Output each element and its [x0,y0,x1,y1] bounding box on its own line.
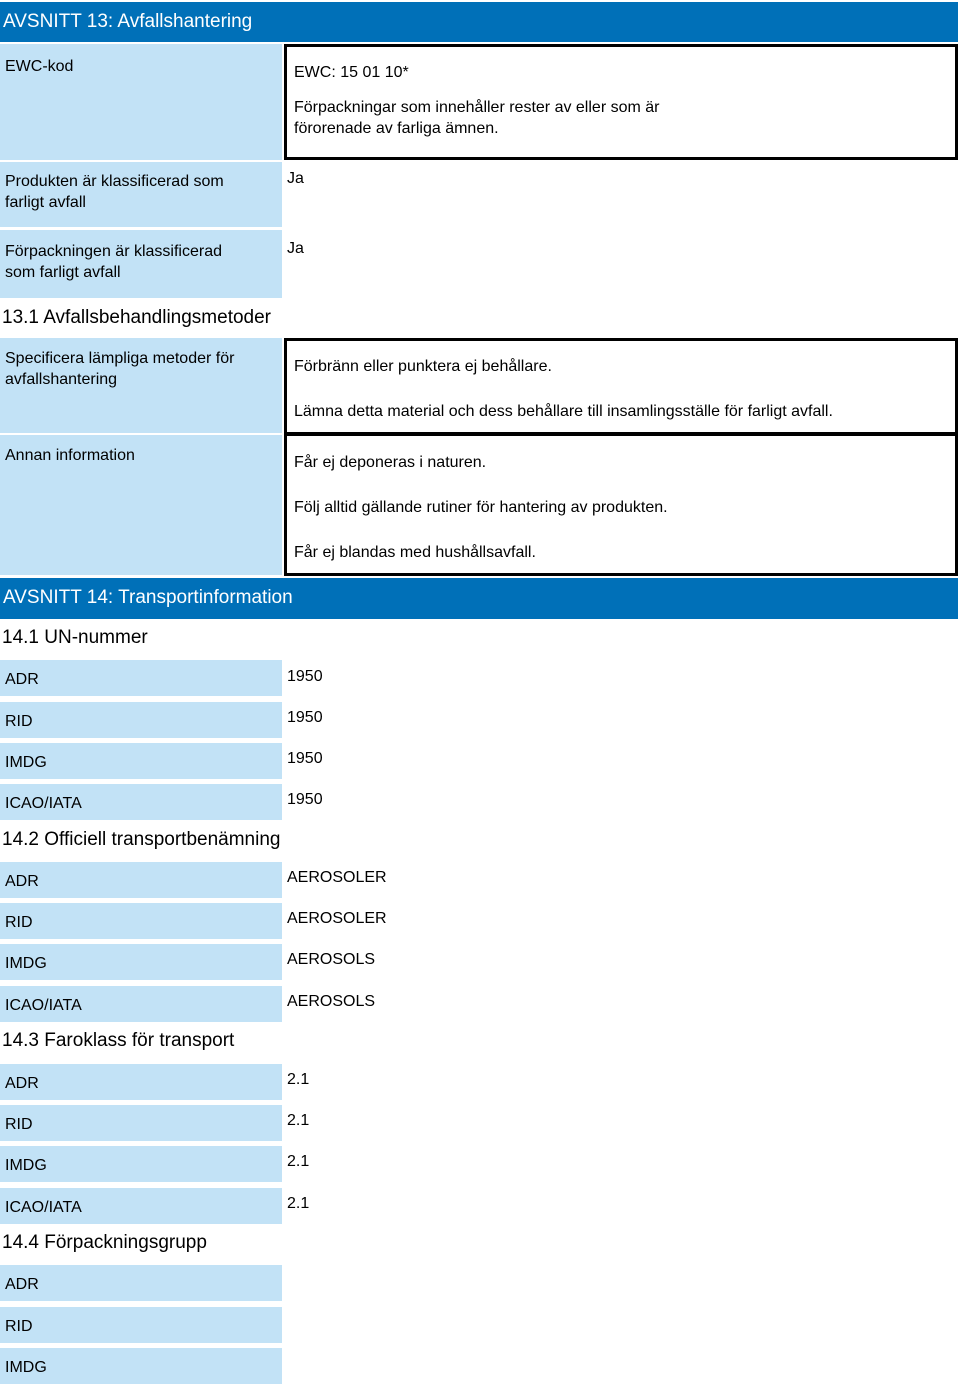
class-value-rid: 2.1 [287,1112,310,1129]
section-13-header [0,2,958,42]
product-hazardous-label-line2: farligt avfall [5,194,86,211]
methods-label-cell [0,338,282,433]
name-label-cell-imdg [0,944,282,980]
un-value-icao: 1950 [287,791,323,808]
name-heading: 14.2 Officiell transportbenämning [2,829,281,850]
section-14-title: AVSNITT 14: Transportinformation [3,587,293,608]
packaging-hazardous-value: Ja [287,240,304,257]
name-label-cell-rid [0,903,282,939]
un-label-cell-adr [0,660,282,696]
other-info-value-box [284,433,958,576]
un-value-rid: 1950 [287,709,323,726]
name-label-rid: RID [5,914,33,931]
section-13-title: AVSNITT 13: Avfallshantering [3,11,253,32]
product-hazardous-value: Ja [287,170,304,187]
methods-label-line2: avfallshantering [5,371,118,388]
class-label-cell-imdg [0,1146,282,1182]
group-label-rid: RID [5,1318,33,1335]
methods-label-line1: Specificera lämpliga metoder för [5,350,235,367]
class-label-icao: ICAO/IATA [5,1199,82,1216]
un-label-rid: RID [5,713,33,730]
class-label-adr: ADR [5,1075,39,1092]
methods-line1: Förbränn eller punktera ej behållare. [294,358,552,375]
other-info-label-cell [0,435,282,575]
un-label-cell-rid [0,702,282,738]
packaging-hazardous-label-line2: som farligt avfall [5,264,121,281]
other-info-line1: Får ej deponeras i naturen. [294,454,487,471]
un-value-imdg: 1950 [287,750,323,767]
ewc-code: EWC: 15 01 10* [294,64,409,81]
class-value-imdg: 2.1 [287,1153,310,1170]
section-14-header [0,578,958,619]
class-value-adr: 2.1 [287,1071,310,1088]
un-label-cell-icao [0,784,282,820]
name-label-cell-icao [0,986,282,1022]
name-label-cell-adr [0,862,282,898]
ewc-desc-line2: förorenade av farliga ämnen. [294,120,499,137]
group-label-adr: ADR [5,1276,39,1293]
packaging-hazardous-label-line1: Förpackningen är klassificerad [5,243,222,260]
methods-line2: Lämna detta material och dess behållare till insamlingsställe för farligt avfall. [294,403,833,420]
name-value-adr: AEROSOLER [287,869,387,886]
class-label-cell-rid [0,1105,282,1141]
class-label-cell-icao [0,1188,282,1224]
class-label-rid: RID [5,1116,33,1133]
class-label-imdg: IMDG [5,1157,47,1174]
product-hazardous-label-cell [0,162,282,227]
ewc-label: EWC-kod [5,58,74,75]
name-value-imdg: AEROSOLS [287,951,376,968]
group-heading: 14.4 Förpackningsgrupp [2,1232,207,1253]
class-label-cell-adr [0,1064,282,1100]
group-label-cell-imdg [0,1348,282,1384]
un-label-cell-imdg [0,743,282,779]
name-value-rid: AEROSOLER [287,910,387,927]
packaging-hazardous-label-cell [0,230,282,298]
ewc-desc-line1: Förpackningar som innehåller rester av eller som är [294,99,660,116]
methods-heading: 13.1 Avfallsbehandlingsmetoder [2,307,272,328]
name-label-imdg: IMDG [5,955,47,972]
product-hazardous-label-line1: Produkten är klassificerad som [5,173,224,190]
class-heading: 14.3 Faroklass för transport [2,1030,235,1051]
un-label-adr: ADR [5,671,39,688]
class-value-icao: 2.1 [287,1195,310,1212]
name-label-icao: ICAO/IATA [5,997,82,1014]
other-info-line2: Följ alltid gällande rutiner för hantering av produkten. [294,499,668,516]
un-label-icao: ICAO/IATA [5,795,82,812]
un-label-imdg: IMDG [5,754,47,771]
un-heading: 14.1 UN-nummer [2,627,148,648]
methods-value-box [284,338,958,435]
ewc-label-cell [0,44,282,160]
un-value-adr: 1950 [287,668,323,685]
group-label-cell-rid [0,1307,282,1343]
ewc-value-box [284,44,958,160]
group-label-imdg: IMDG [5,1359,47,1376]
other-info-label: Annan information [5,447,135,464]
name-value-icao: AEROSOLS [287,993,376,1010]
name-label-adr: ADR [5,873,39,890]
group-label-cell-adr [0,1265,282,1301]
other-info-line3: Får ej blandas med hushållsavfall. [294,544,536,561]
